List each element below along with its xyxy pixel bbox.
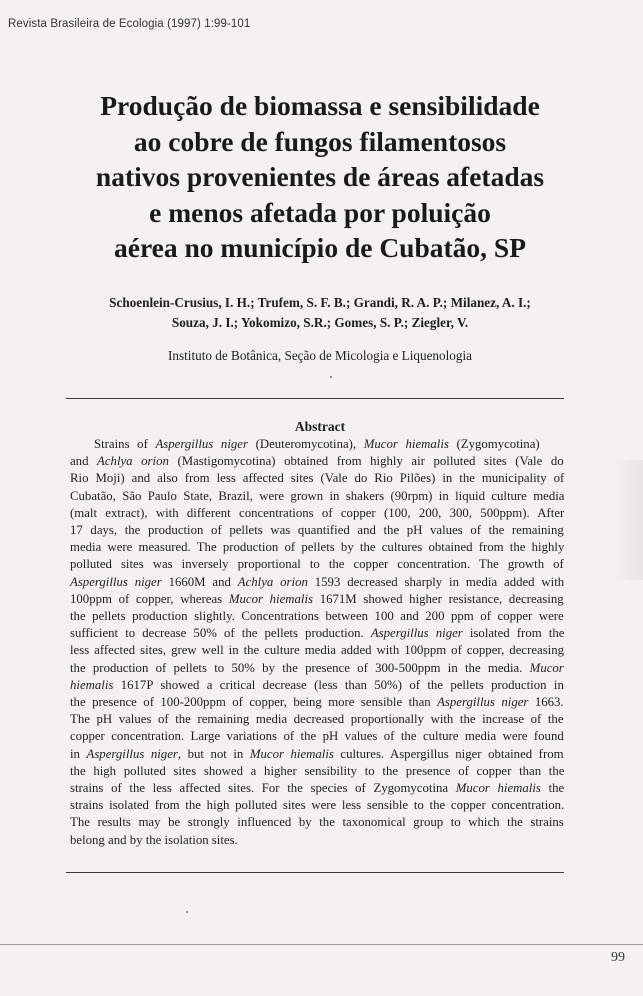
abstract-line: and Achlya orion (Mastigomycotina) obtained from highly air polluted sites (Vale do <box>70 454 564 469</box>
abstract-heading: Abstract <box>294 419 346 434</box>
abstract-line: The pH values of the remaining media decreased proportionally with the increase of the <box>70 712 564 727</box>
abstract-line: belong and by the isolation sites. <box>70 832 238 847</box>
abstract-line: Aspergillus niger 1660M and Achlya orion 1593 decreased sharply in media added with <box>70 574 565 589</box>
title-line: aérea no município de Cubatão, SP <box>113 232 527 263</box>
abstract-line: strains of the less affected sites. For the species of Zygomycotina Mucor hiemalis the <box>70 781 565 796</box>
title-line: e menos afetada por poluição <box>149 196 491 228</box>
abstract-line: 17 days, the production of pellets was quantified and the pH values of the remaining <box>70 523 564 538</box>
scan-speck <box>186 911 188 913</box>
abstract-line: Rio Moji) and also from less affected sites (Vale do Rio Pilões) in the municipality of <box>70 471 565 486</box>
top-divider <box>66 398 564 399</box>
abstract-line: sufficient to decrease 50% of the pellets production. Aspergillus niger isolated from the <box>70 626 565 641</box>
abstract-line: The results may be strongly influenced by the taxonomical group to which the strains <box>70 815 564 830</box>
title-line: Produção de biomassa e sensibilidade <box>100 90 540 121</box>
abstract-line: Cubatão, São Paulo State, Brazil, were grown in shakers (90rpm) in liquid culture media <box>70 488 565 503</box>
abstract-line: the high polluted sites showed a higher sensibility to the presence of copper than the <box>70 763 565 778</box>
abstract-line: copper concentration. Large variations of the pH values of the culture media were found <box>70 729 564 744</box>
abstract-line: Strains of Aspergillus niger (Deuteromycotina), Mucor hiemalis (Zygomycotina) <box>94 437 540 451</box>
abstract-line: less affected sites, grew well in the culture media added with 100ppm of copper, decreasing <box>70 643 565 658</box>
author-line: Schoenlein-Crusius, I. H.; Trufem, S. F. B.; Grandi, R. A. P.; Milanez, A. I.; <box>109 295 531 310</box>
abstract-line: the production of pellets to 50% by the presence of 300-500ppm in the media. Mucor <box>70 660 564 675</box>
author-line: Souza, J. I.; Yokomizo, S.R.; Gomes, S. P.; Ziegler, V. <box>171 315 469 330</box>
abstract-body <box>70 436 564 849</box>
title-line: ao cobre de fungos filamentosos <box>133 125 507 157</box>
journal-header: Revista Brasileira de Ecologia (1997) 1:99-101 <box>8 18 251 30</box>
abstract-line: strains isolated from the high polluted sites were less sensible to the copper concentration. <box>70 798 565 813</box>
bottom-divider <box>66 872 564 873</box>
article-title <box>40 88 600 266</box>
affiliation: Instituto de Botânica, Seção de Micologia e Liquenologia <box>168 348 472 363</box>
title-line: nativos provenientes de áreas afetadas <box>95 161 545 192</box>
abstract-line: the pellets production slightly. Concentrations between 100 and 200 ppm of copper were <box>70 609 564 624</box>
scan-speck <box>330 376 332 378</box>
abstract-line: polluted sites was inversely proportional to the copper concentration. The growth of <box>70 557 564 572</box>
abstract-line: media were measured. The production of pellets by the cultures obtained from the highly <box>70 540 565 555</box>
abstract-line: hiemalis 1617P showed a critical decrease (less than 50%) of the pellets production in <box>70 677 564 692</box>
page-number: 99 <box>611 950 625 965</box>
footer-rule <box>0 944 643 945</box>
abstract-line: the presence of 100-200ppm of copper, being more sensible than Aspergillus niger 1663. <box>70 695 564 710</box>
abstract-line: 100ppm of copper, whereas Mucor hiemalis 1671M showed higher resistance, decreasing <box>70 591 564 606</box>
abstract-line: in Aspergillus niger, but not in Mucor hiemalis cultures. Aspergillus niger obtained from <box>70 746 564 761</box>
scan-margin-shadow <box>613 460 643 580</box>
author-list <box>40 293 600 333</box>
abstract-line: (malt extract), with different concentrations of copper (100, 200, 300, 500ppm). After <box>70 505 565 520</box>
